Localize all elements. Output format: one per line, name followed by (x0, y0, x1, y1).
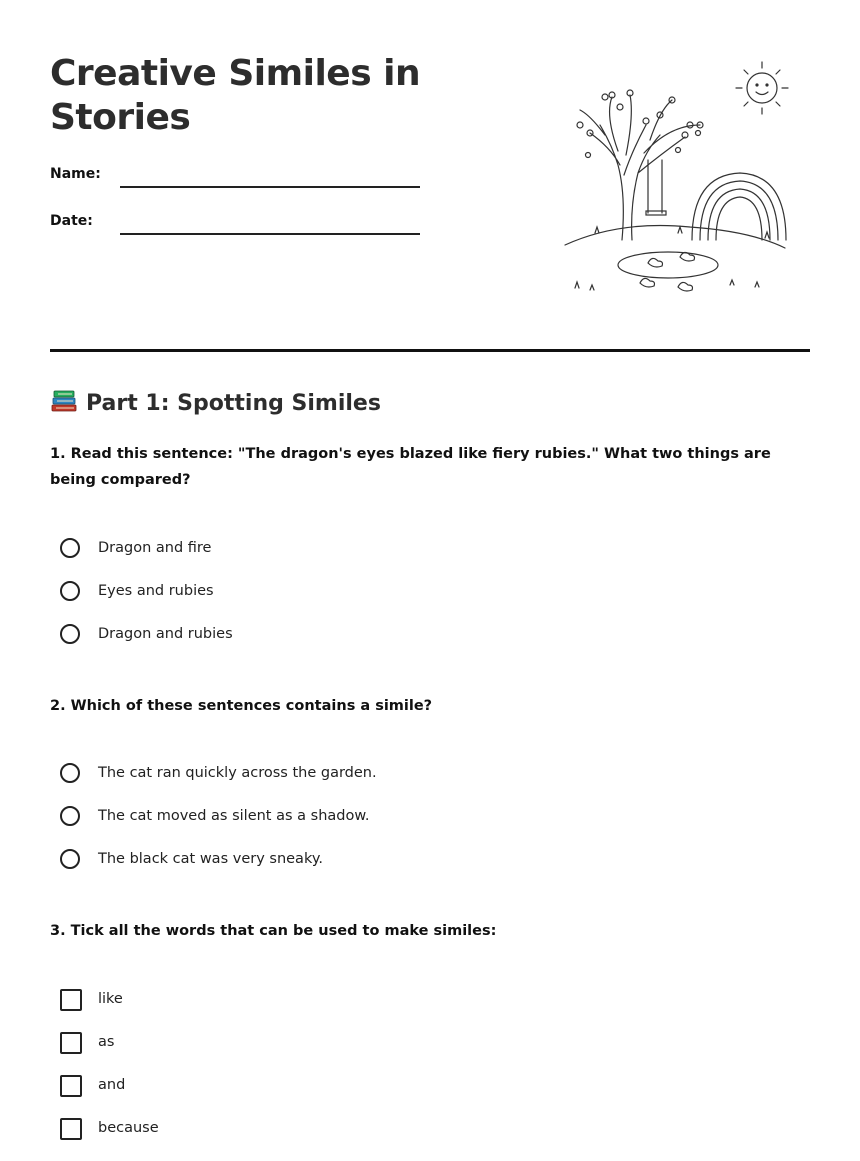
question-2: 2. Which of these sentences contains a simile? (50, 698, 433, 714)
tree-swing-pond-rainbow-sun-illustration (560, 55, 800, 305)
q2-option-2-label: The cat moved as silent as a shadow. (98, 808, 370, 824)
sun-icon (736, 62, 788, 114)
tree-icon (580, 95, 700, 240)
q2-option-2-radio[interactable] (60, 806, 80, 826)
q1-option-1-radio[interactable] (60, 538, 80, 558)
q3-option-1-label: like (98, 991, 123, 1007)
header-divider (50, 349, 810, 352)
name-field[interactable] (50, 166, 420, 190)
q2-option-3-label: The black cat was very sneaky. (98, 851, 323, 867)
q3-option-2-checkbox[interactable] (60, 1032, 82, 1054)
q1-option-2-label: Eyes and rubies (98, 583, 214, 599)
books-icon (50, 388, 78, 414)
q2-option-1-label: The cat ran quickly across the garden. (98, 765, 377, 781)
q3-option-1-checkbox[interactable] (60, 989, 82, 1011)
question-3: 3. Tick all the words that can be used to make similes: (50, 923, 497, 939)
q3-option-4-checkbox[interactable] (60, 1118, 82, 1140)
name-label: Name: (50, 166, 101, 182)
q3-option-4-label: because (98, 1120, 159, 1136)
q1-option-1-label: Dragon and fire (98, 540, 212, 556)
q2-option-1-radio[interactable] (60, 763, 80, 783)
name-line[interactable] (120, 186, 420, 188)
q1-option-2-radio[interactable] (60, 581, 80, 601)
q3-option-3-checkbox[interactable] (60, 1075, 82, 1097)
q3-option-2-label: as (98, 1034, 115, 1050)
date-field[interactable] (50, 213, 420, 237)
q1-option-3-label: Dragon and rubies (98, 626, 233, 642)
q2-option-3-radio[interactable] (60, 849, 80, 869)
worksheet-title: Creative Similes in Stories (50, 53, 421, 138)
date-label: Date: (50, 213, 93, 229)
part1-heading (50, 388, 381, 419)
date-line[interactable] (120, 233, 420, 235)
q1-option-3-radio[interactable] (60, 624, 80, 644)
rainbow-icon (692, 173, 786, 240)
part1-heading-text: Part 1: Spotting Similes (86, 391, 381, 416)
question-1: 1. Read this sentence: "The dragon's eyes blazed like fiery rubies." What two things are being compared? (50, 446, 771, 488)
q3-option-3-label: and (98, 1077, 126, 1093)
